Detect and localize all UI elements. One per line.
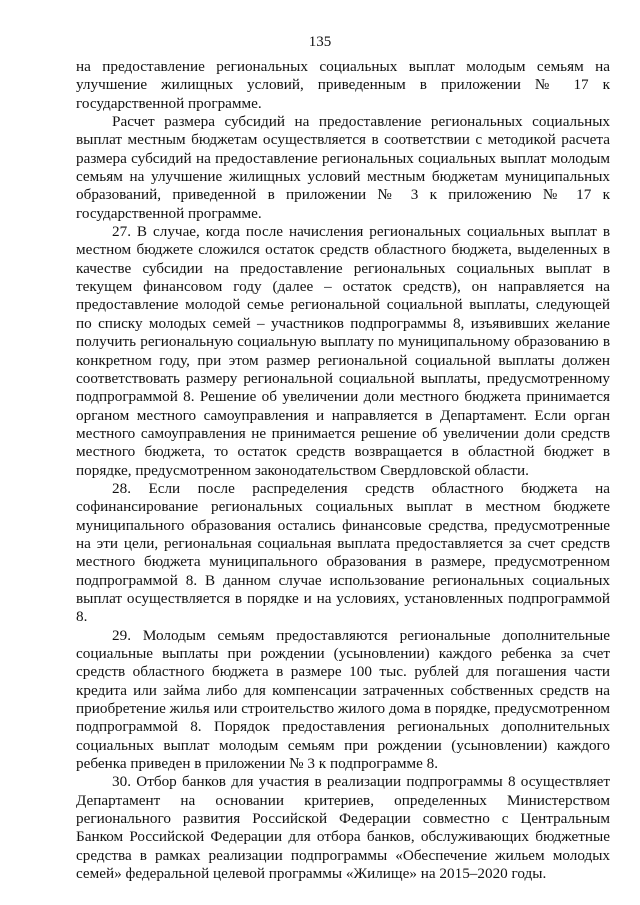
paragraph-continuation: на предоставление региональных социальных выплат молодым семьям на улучшение жилищных условий, приведенным в приложении № 17 к государственной программе. bbox=[76, 58, 610, 112]
paragraph-item-27: 27. В случае, когда после начисления региональных социальных выплат в местном бюджете сложился остаток средств областного бюджета, выделенных в качестве субсидии на предоставление региональных социальных выплат в текущем финансовом году (далее – остаток средств), он направляется на предоставление молодой семье региональной социальной выплаты, следующей по списку молодых семей – участников подпрограммы 8, изъявивших желание получить региональную социальную выплату по муниципальному образованию в конкретном году, при этом размер региональной социальной выплаты должен соответствовать размеру региональной социальной выплаты, предусмотренному подпрограммой 8. Решение об увеличении доли местного бюджета принимается органом местного самоуправления и направляется в Департамент. Если орган местного самоуправления не принимается решение об увеличении доли средств местного бюджета, то остаток средств возвращается в областной бюджет в порядке, предусмотренном законодательством Свердловской области. bbox=[76, 223, 610, 479]
page-number: 135 bbox=[308, 34, 332, 50]
paragraph-item-28: 28. Если после распределения средств областного бюджета на софинансирование региональных социальных выплат в местном бюджете муниципального образования остались финансовые средства, предусмотренные на эти цели, региональная социальная выплата предоставляется за счет средств местного бюджета муниципального образования в размере, предусмотренном подпрограммой 8. В данном случае использование региональных социальных выплат осуществляется в порядке и на условиях, установленных подпрограммой 8. bbox=[76, 479, 610, 626]
document-body bbox=[76, 58, 610, 883]
paragraph-item-30: 30. Отбор банков для участия в реализации подпрограммы 8 осуществляет Департамент на основании критериев, определенных Министерством регионального развития Российской Федерации совместно с Центральным Банком Российской Федерации для отбора банков, обслуживающих бюджетные средства в рамках реализации подпрограммы «Обеспечение жильем молодых семей» федеральной целевой программы «Жилище» на 2015–2020 годы. bbox=[76, 773, 610, 883]
paragraph-subsidy-calculation: Расчет размера субсидий на предоставление региональных социальных выплат местным бюджетам осуществляется в соответствии с методикой расчета размера субсидий на предоставление региональных социальных выплат молодым семьям на улучшение жилищных условий местным бюджетам муниципальных образований, приведенной в приложении № 3 к приложению № 17 к государственной программе. bbox=[76, 113, 610, 222]
paragraph-item-29: 29. Молодым семьям предоставляются региональные дополнительные социальные выплаты при рождении (усыновлении) каждого ребенка за счет средств областного бюджета в размере 100 тыс. рублей для погашения части кредита или займа либо для компенсации затраченных собственных средств на приобретение жилья или строительство жилого дома в порядке, предусмотренном подпрограммой 8. Порядок предоставления региональных дополнительных социальных выплат молодым семьям при рождении (усыновлении) каждого ребенка приведен в приложении № 3 к подпрограмме 8. bbox=[76, 626, 610, 773]
